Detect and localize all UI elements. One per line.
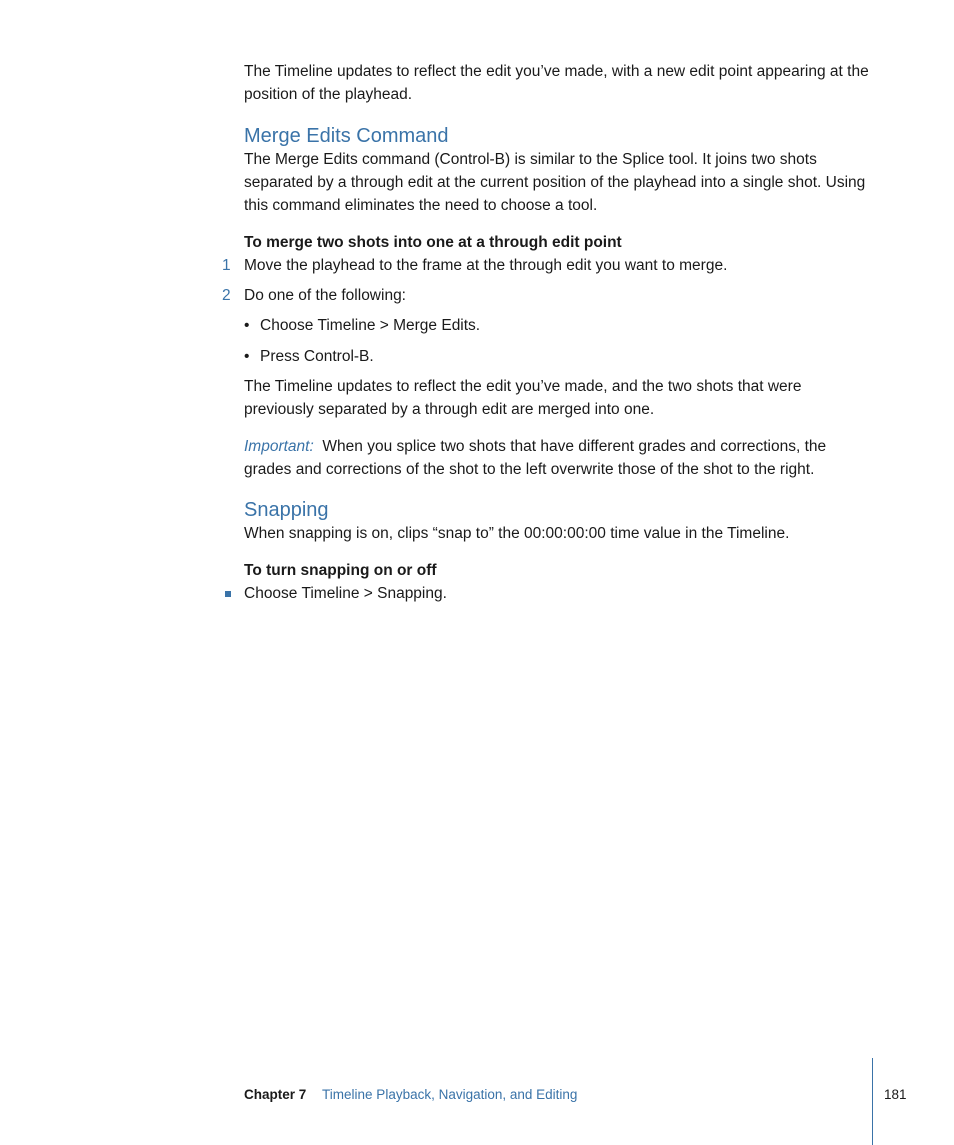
bullet-icon: • — [244, 317, 250, 334]
important-label: Important: — [244, 438, 314, 455]
footer-chapter-title: Timeline Playback, Navigation, and Editing — [322, 1087, 578, 1102]
square-bullet-icon — [225, 591, 231, 597]
important-text: When you splice two shots that have different grades and corrections, the grades and corrections of the shot to the left overwrite those of the shot to the right. — [244, 438, 827, 478]
important-note — [244, 435, 874, 481]
snapping-step — [244, 582, 874, 605]
merge-edits-heading: Merge Edits Command — [244, 125, 449, 147]
bullet-text: Choose Timeline > Merge Edits. — [260, 317, 481, 334]
merge-task-title: To merge two shots into one at a through edit point — [244, 234, 622, 251]
snapping-step-text: Choose Timeline > Snapping. — [244, 585, 447, 602]
bullet-icon: • — [244, 348, 250, 365]
page-footer — [244, 1086, 577, 1104]
bullet-item — [244, 314, 874, 337]
page-content — [222, 60, 874, 605]
step-number: 1 — [222, 257, 231, 274]
snapping-heading: Snapping — [244, 499, 329, 521]
bullet-item — [244, 345, 874, 368]
step-1 — [222, 254, 874, 277]
merge-result-paragraph: The Timeline updates to reflect the edit you’ve made, and the two shots that were previously separated by a through edit are merged into one. — [244, 378, 802, 418]
footer-divider — [872, 1058, 873, 1145]
intro-paragraph: The Timeline updates to reflect the edit you’ve made, with a new edit point appearing at the position of the playhead. — [244, 63, 869, 103]
bullet-text: Press Control-B. — [260, 348, 374, 365]
page-number: 181 — [884, 1087, 907, 1102]
step-number: 2 — [222, 287, 231, 304]
step-text: Do one of the following: — [244, 287, 406, 304]
merge-description-paragraph: The Merge Edits command (Control-B) is similar to the Splice tool. It joins two shots separated by a through edit at the current position of the playhead into a single shot. Using this command eliminates the need to choose a tool. — [244, 151, 866, 214]
snapping-task-title: To turn snapping on or off — [244, 562, 437, 579]
step-text: Move the playhead to the frame at the through edit you want to merge. — [244, 257, 728, 274]
footer-chapter-label: Chapter 7 — [244, 1087, 307, 1102]
step-2 — [222, 284, 874, 307]
snapping-description-paragraph: When snapping is on, clips “snap to” the 00:00:00:00 time value in the Timeline. — [244, 525, 790, 542]
